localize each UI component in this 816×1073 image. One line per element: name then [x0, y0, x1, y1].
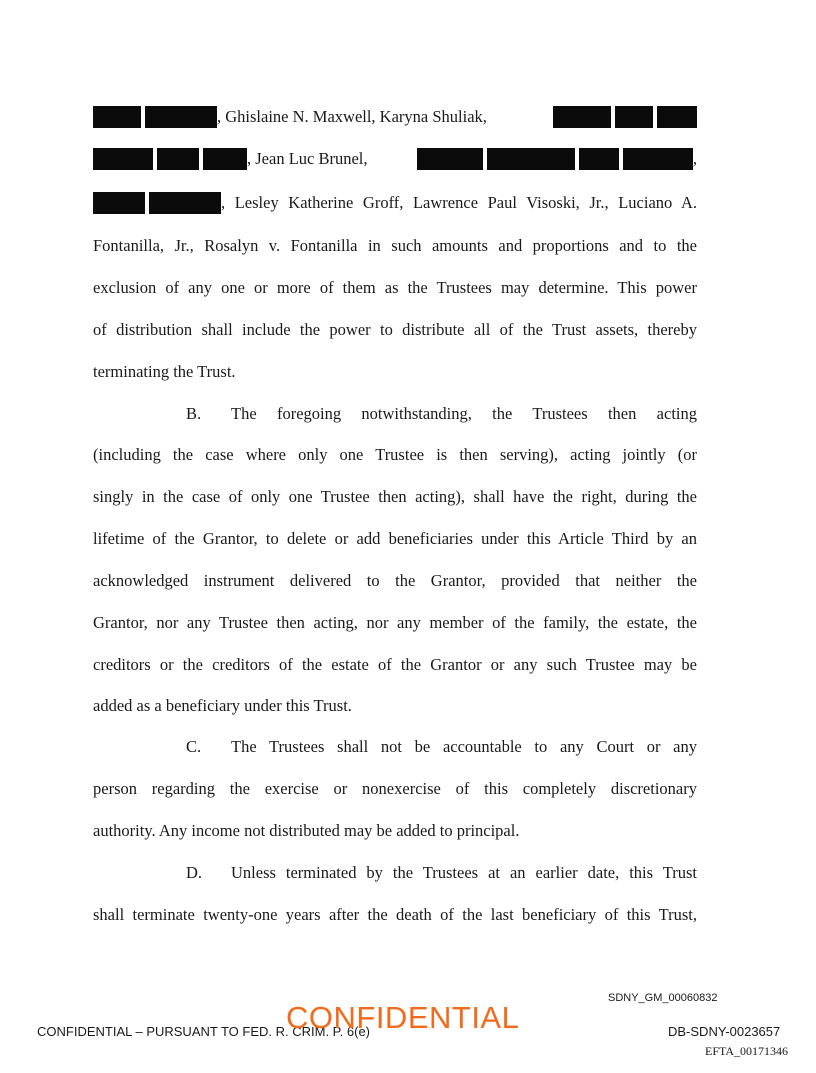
- redaction-bar: [657, 106, 697, 128]
- redaction-bar: [579, 148, 619, 170]
- text-line-12: acknowledged instrument delivered to the Grantor, provided that neither the: [93, 571, 697, 590]
- text-line-3: [93, 192, 697, 214]
- redaction-bar: [157, 148, 199, 170]
- text-line-20: shall terminate twenty-one years after the death of the last beneficiary of this Trust,: [93, 905, 697, 924]
- redaction-bar: [417, 148, 483, 170]
- bates-number-right: DB-SDNY-0023657: [668, 1024, 781, 1039]
- text-line-18: authority. Any income not distributed may be added to principal.: [93, 821, 520, 840]
- line-text: , Lesley Katherine Groff, Lawrence Paul Visoski, Jr., Luciano A.: [221, 193, 697, 212]
- line-text: The foregoing notwithstanding, the Trustees then acting: [231, 404, 697, 423]
- line-text: ,: [692, 149, 697, 168]
- redaction-bar: [615, 106, 653, 128]
- redaction-bar: [93, 106, 141, 128]
- line-text: , Ghislaine N. Maxwell, Karyna Shuliak,: [217, 107, 487, 126]
- text-line-13: Grantor, nor any Trustee then acting, nor any member of the family, the estate, the: [93, 613, 697, 632]
- line-text: The Trustees shall not be accountable to any Court or any: [231, 737, 697, 756]
- text-line-5: exclusion of any one or more of them as the Trustees may determine. This power: [93, 278, 697, 297]
- text-line-9: (including the case where only one Trustee is then serving), acting jointly (or: [93, 445, 697, 464]
- text-line-2: [93, 148, 697, 170]
- paragraph-d-first-line: [93, 862, 697, 884]
- paragraph-label-d: D.: [186, 863, 203, 882]
- redaction-bar: [623, 148, 693, 170]
- text-line-6: of distribution shall include the power to distribute all of the Trust assets, thereby: [93, 320, 697, 339]
- text-line-7: terminating the Trust.: [93, 362, 236, 381]
- confidential-notice: CONFIDENTIAL – PURSUANT TO FED. R. CRIM. P. 6(e): [37, 1024, 371, 1039]
- line-text: , Jean Luc Brunel,: [247, 149, 368, 168]
- bates-number-top: SDNY_GM_00060832: [608, 992, 718, 1004]
- redaction-bar: [93, 192, 145, 214]
- paragraph-b-first-line: [93, 403, 697, 425]
- redaction-bar: [203, 148, 247, 170]
- paragraph-c-first-line: [93, 736, 697, 758]
- text-line-11: lifetime of the Grantor, to delete or add beneficiaries under this Article Third by an: [93, 529, 697, 548]
- text-line-14: creditors or the creditors of the estate of the Grantor or any such Trustee may be: [93, 655, 697, 674]
- line-text: Unless terminated by the Trustees at an earlier date, this Trust: [231, 863, 697, 882]
- redaction-bar: [145, 106, 217, 128]
- confidential-stamp: CONFIDENTIAL: [286, 1000, 520, 1035]
- text-line-17: person regarding the exercise or nonexercise of this completely discretionary: [93, 779, 697, 798]
- text-line-4: Fontanilla, Jr., Rosalyn v. Fontanilla in such amounts and proportions and to the: [93, 236, 697, 255]
- paragraph-label-c: C.: [186, 737, 202, 756]
- text-line-10: singly in the case of only one Trustee then acting), shall have the right, during the: [93, 487, 697, 506]
- redaction-bar: [93, 148, 153, 170]
- redaction-bar: [553, 106, 611, 128]
- redaction-bar: [149, 192, 221, 214]
- efta-number: EFTA_00171346: [705, 1044, 789, 1058]
- text-line-15: added as a beneficiary under this Trust.: [93, 696, 352, 715]
- redaction-bar: [487, 148, 575, 170]
- paragraph-label-b: B.: [186, 404, 202, 423]
- text-line-1: [93, 106, 697, 128]
